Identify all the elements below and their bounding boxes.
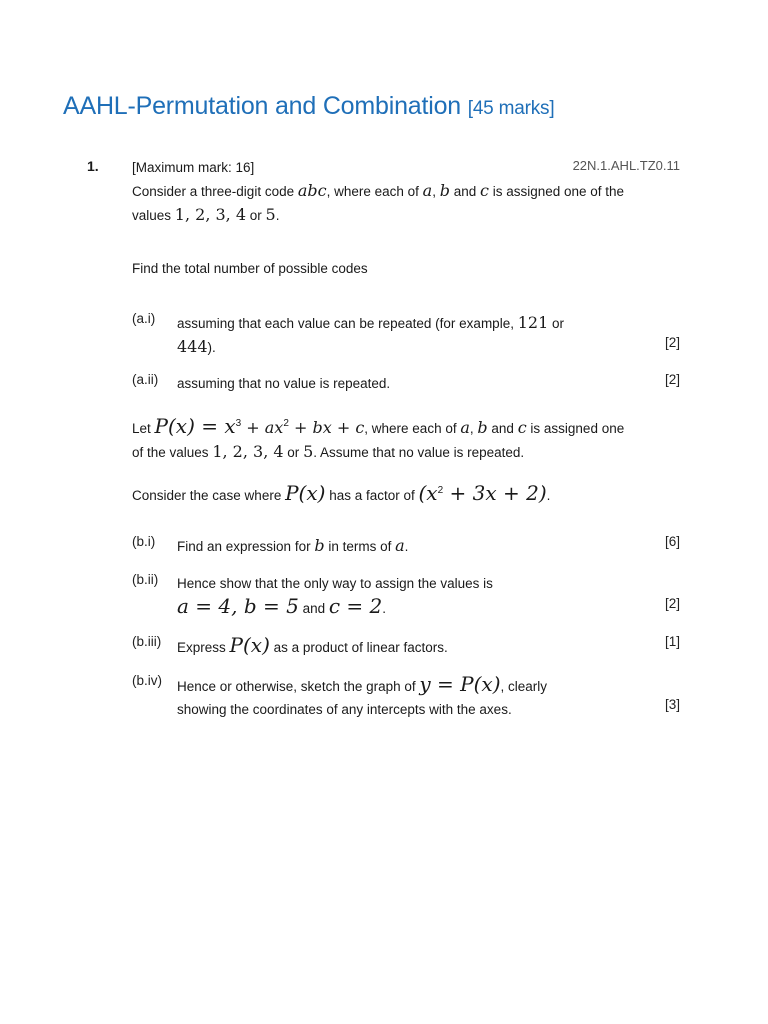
part-text: Hence or otherwise, sketch the graph of bbox=[177, 679, 420, 694]
let-text: Let bbox=[132, 421, 155, 436]
intro-text: is assigned one of the bbox=[488, 184, 625, 199]
intro-text: , where each of bbox=[326, 184, 423, 199]
part-text: Express bbox=[177, 640, 230, 655]
math-c: c bbox=[517, 418, 527, 437]
part-label-a-i: (a.i) bbox=[132, 311, 156, 326]
part-text: as a product of linear factors. bbox=[269, 640, 448, 655]
intro-paragraph bbox=[132, 179, 652, 227]
case-text: has a factor of bbox=[325, 488, 419, 503]
math-exponent: 2 bbox=[283, 418, 289, 429]
math-5: 5 bbox=[265, 205, 276, 224]
part-label-a-ii: (a.ii) bbox=[132, 372, 159, 387]
part-marks-b-iv: [3] bbox=[664, 697, 680, 712]
title-text: AAHL-Permutation and Combination bbox=[63, 92, 461, 120]
part-text-b-iii bbox=[177, 634, 647, 659]
math-b: b bbox=[477, 418, 488, 437]
part-text-b-iv bbox=[177, 673, 647, 721]
intro-text: , bbox=[432, 184, 440, 199]
math-factor: (x bbox=[418, 481, 438, 505]
math-factor: + 3x + 2) bbox=[443, 481, 547, 505]
let-text: and bbox=[487, 421, 518, 436]
part-label-b-i: (b.i) bbox=[132, 534, 156, 549]
part-text: . bbox=[404, 539, 409, 554]
question-reference: 22N.1.AHL.TZ0.11 bbox=[572, 158, 680, 173]
part-text: in terms of bbox=[324, 539, 396, 554]
math-c: c bbox=[480, 181, 489, 200]
find-total-text: Find the total number of possible codes bbox=[132, 261, 368, 276]
math-121: 121 bbox=[517, 313, 549, 332]
math-b: b bbox=[314, 536, 325, 555]
math-values: 1, 2, 3, 4 bbox=[174, 205, 247, 224]
let-text: , bbox=[469, 421, 478, 436]
math-values: 1, 2, 3, 4 bbox=[212, 442, 284, 461]
intro-text: . bbox=[275, 208, 280, 223]
math-c-value: c = 2 bbox=[328, 594, 383, 618]
let-text: or bbox=[283, 445, 304, 460]
part-label-b-iii: (b.iii) bbox=[132, 634, 162, 649]
math-rest: + bx + c bbox=[288, 418, 365, 437]
math-5: 5 bbox=[303, 442, 314, 461]
part-text: showing the coordinates of any intercepts with the axes. bbox=[177, 702, 512, 717]
math-ax: + ax bbox=[241, 418, 284, 437]
page-title bbox=[63, 92, 554, 121]
part-text: ). bbox=[207, 340, 216, 355]
intro-text: Consider a three-digit code bbox=[132, 184, 298, 199]
part-text: assuming that each value can be repeated (for example, bbox=[177, 316, 518, 331]
part-marks-a-i: [2] bbox=[664, 335, 680, 350]
math-y-px: y = P(x) bbox=[419, 672, 501, 696]
case-paragraph bbox=[132, 479, 652, 507]
part-marks-a-ii: [2] bbox=[664, 372, 680, 387]
math-px: P(x) = x bbox=[154, 414, 236, 438]
let-text: , where each of bbox=[364, 421, 461, 436]
let-paragraph bbox=[132, 412, 652, 464]
part-text-a-ii: assuming that no value is repeated. bbox=[177, 376, 391, 391]
part-marks-b-i: [6] bbox=[664, 534, 680, 549]
math-b: b bbox=[439, 181, 450, 200]
math-px: P(x) bbox=[229, 633, 270, 657]
math-a: a bbox=[395, 536, 405, 555]
case-text: . bbox=[546, 488, 551, 503]
part-marks-b-ii: [2] bbox=[664, 596, 680, 611]
max-mark: [Maximum mark: 16] bbox=[132, 160, 255, 175]
math-abc: abc bbox=[297, 181, 327, 200]
let-text: is assigned one bbox=[526, 421, 625, 436]
part-text-b-i bbox=[177, 534, 647, 558]
part-marks-b-iii: [1] bbox=[664, 634, 680, 649]
part-text: and bbox=[298, 601, 329, 616]
math-a: a bbox=[460, 418, 470, 437]
part-text: . bbox=[382, 601, 387, 616]
part-text: Hence show that the only way to assign the values is bbox=[177, 576, 493, 591]
part-text-b-ii bbox=[177, 572, 647, 620]
part-text: Find an expression for bbox=[177, 539, 315, 554]
math-a: a bbox=[422, 181, 433, 200]
intro-text: or bbox=[246, 208, 266, 223]
part-text-a-i bbox=[177, 311, 647, 359]
math-a-b-values: a = 4, b = 5 bbox=[177, 594, 299, 618]
math-exponent: 2 bbox=[437, 485, 444, 496]
total-marks: [45 marks] bbox=[467, 98, 555, 119]
math-exponent: 3 bbox=[235, 418, 242, 429]
part-label-b-ii: (b.ii) bbox=[132, 572, 159, 587]
let-text: . Assume that no value is repeated. bbox=[313, 445, 525, 460]
part-label-b-iv: (b.iv) bbox=[132, 673, 162, 688]
let-text: of the values bbox=[132, 445, 213, 460]
math-px: P(x) bbox=[285, 481, 326, 505]
intro-text: and bbox=[449, 184, 480, 199]
case-text: Consider the case where bbox=[132, 488, 286, 503]
part-text: , clearly bbox=[500, 679, 548, 694]
part-text: or bbox=[548, 316, 565, 331]
math-444: 444 bbox=[177, 337, 208, 356]
intro-text: values bbox=[132, 208, 175, 223]
question-number: 1. bbox=[87, 158, 99, 174]
